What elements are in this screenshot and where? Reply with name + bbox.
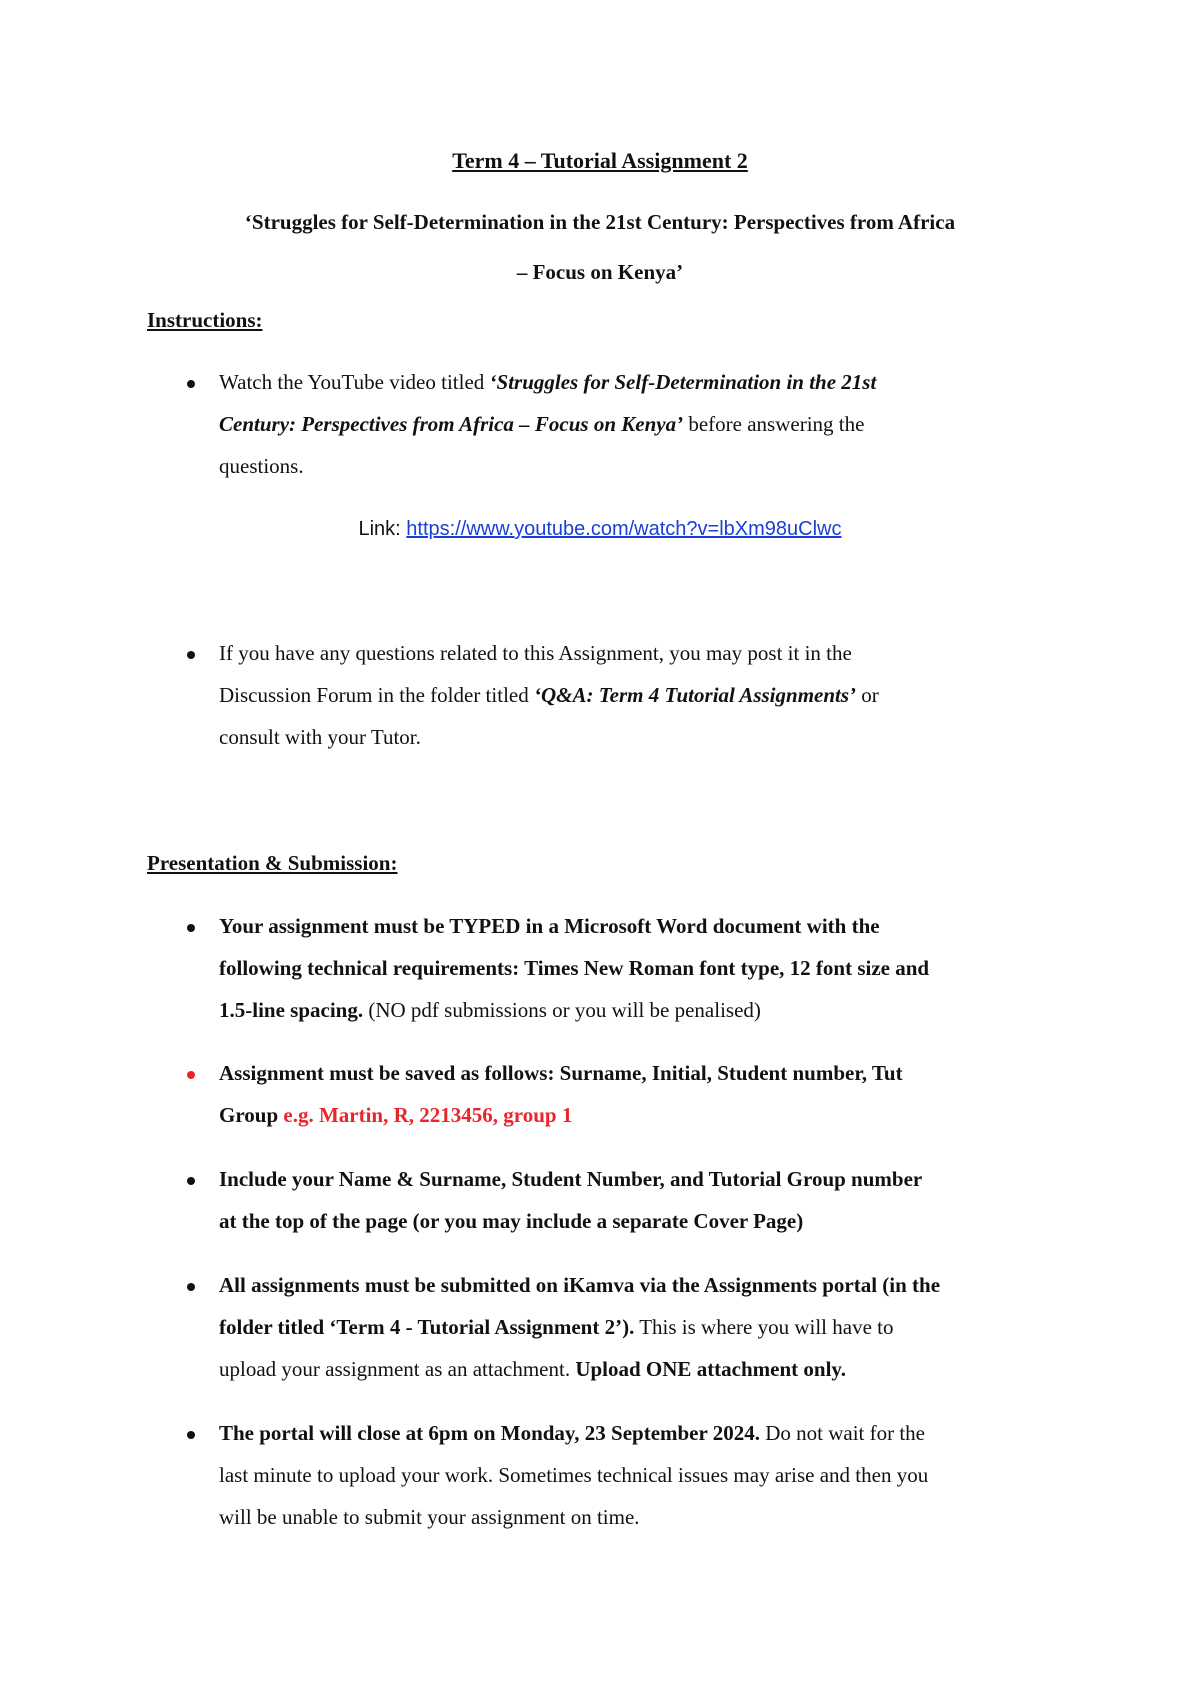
presentation-2-line-2 <box>219 1105 572 1126</box>
attachment-rule: Upload ONE attachment only. <box>575 1357 847 1381</box>
link-label: Link: <box>358 518 407 540</box>
presentation-5-text: Do not wait for the <box>759 1421 925 1445</box>
presentation-2-line-1: Assignment must be saved as follows: Surname, Initial, Student number, Tut <box>219 1061 903 1085</box>
instruction-2-line-2 <box>219 685 879 706</box>
instructions-heading: Instructions: <box>147 308 263 332</box>
portal-folder-title: folder titled ‘Term 4 - Tutorial Assignment 2’). <box>219 1315 635 1339</box>
subtitle-line-1: ‘Struggles for Self-Determination in the 21st Century: Perspectives from Africa <box>244 210 956 234</box>
instruction-1-text: Watch the YouTube video titled <box>219 370 490 394</box>
presentation-heading: Presentation & Submission: <box>147 851 398 875</box>
bullet-icon <box>187 651 195 659</box>
group-label: Group <box>219 1103 284 1127</box>
instruction-2-line-1: If you have any questions related to this Assignment, you may post it in the <box>219 641 852 665</box>
filename-example: e.g. Martin, R, 2213456, group 1 <box>283 1103 573 1127</box>
presentation-1-line-1: Your assignment must be TYPED in a Microsoft Word document with the <box>219 914 880 938</box>
presentation-4-text: This is where you will have to <box>634 1315 894 1339</box>
presentation-5-line-2: last minute to upload your work. Sometimes technical issues may arise and then you <box>219 1463 929 1487</box>
youtube-link[interactable]: https://www.youtube.com/watch?v=lbXm98uClwc <box>406 518 842 540</box>
presentation-3-line-1: Include your Name & Surname, Student Number, and Tutorial Group number <box>219 1167 923 1191</box>
presentation-1-line-2: following technical requirements: Times New Roman font type, 12 font size and <box>219 956 930 980</box>
video-title-part-2: Century: Perspectives from Africa – Focus on Kenya’ <box>219 412 684 436</box>
page-title: Term 4 – Tutorial Assignment 2 <box>452 148 748 173</box>
presentation-5-line-3: will be unable to submit your assignment on time. <box>219 1505 640 1529</box>
instruction-2-tail: or <box>856 683 879 707</box>
video-link-line <box>0 518 1200 539</box>
pdf-warning: (NO pdf submissions or you will be penalised) <box>363 998 761 1022</box>
instruction-1-line-2 <box>219 414 864 435</box>
forum-folder-title: ‘Q&A: Term 4 Tutorial Assignments’ <box>533 683 857 707</box>
presentation-4-line-1: All assignments must be submitted on iKamva via the Assignments portal (in the <box>219 1273 941 1297</box>
presentation-5-line-1 <box>219 1423 925 1444</box>
instruction-2-text: Discussion Forum in the folder titled <box>219 683 534 707</box>
bullet-icon <box>187 380 195 388</box>
instruction-2-line-3: consult with your Tutor. <box>219 725 421 749</box>
spacing-requirement: 1.5-line spacing. <box>219 998 364 1022</box>
red-bullet-icon <box>187 1071 195 1079</box>
presentation-4-line-3 <box>219 1359 846 1380</box>
instruction-1-text-2: before answering the <box>683 412 865 436</box>
presentation-4-text-2: upload your assignment as an attachment. <box>219 1357 576 1381</box>
video-title-part-1: ‘Struggles for Self-Determination in the 21st <box>489 370 877 394</box>
bullet-icon <box>187 1431 195 1439</box>
instruction-1-line-1 <box>219 372 876 393</box>
subtitle-line-2: – Focus on Kenya’ <box>516 260 684 284</box>
presentation-1-line-3 <box>219 1000 761 1021</box>
presentation-3-line-2: at the top of the page (or you may include a separate Cover Page) <box>219 1209 804 1233</box>
instruction-1-line-3: questions. <box>219 454 304 478</box>
presentation-4-line-2 <box>219 1317 894 1338</box>
bullet-icon <box>187 1283 195 1291</box>
bullet-icon <box>187 1177 195 1185</box>
deadline-text: The portal will close at 6pm on Monday, 23 September 2024. <box>219 1421 760 1445</box>
bullet-icon <box>187 924 195 932</box>
